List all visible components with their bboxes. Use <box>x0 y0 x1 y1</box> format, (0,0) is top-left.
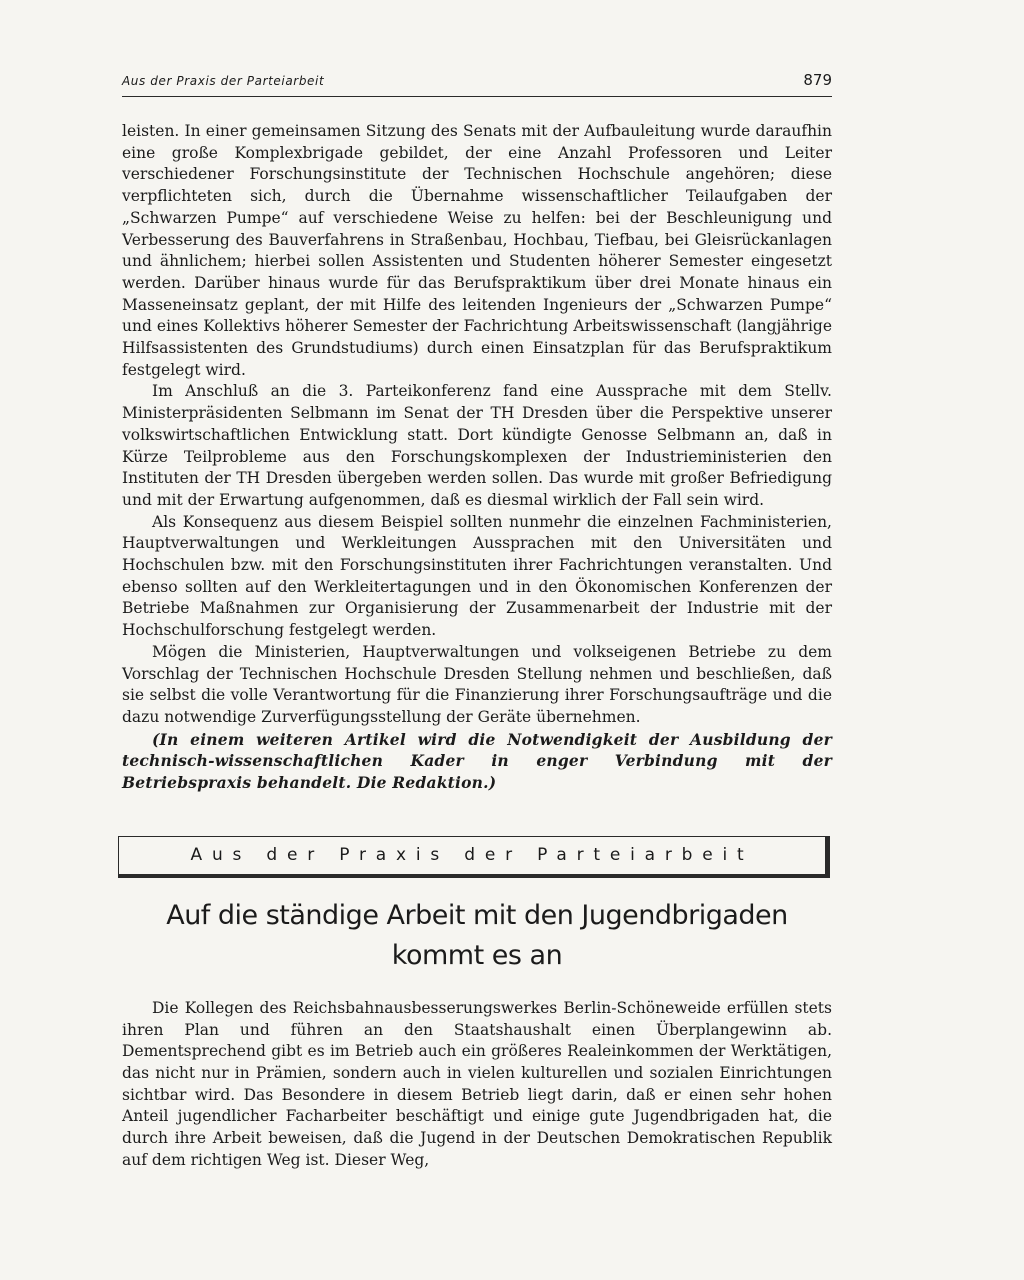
body-paragraph: Als Konsequenz aus diesem Beispiel sollten nunmehr die einzelnen Fachministerien, Hauptverwaltungen und Werkleitungen Aussprachen mit den Universitäten und Hochschulen bzw. mit den Forschungsinstituten ihrer Fachrichtungen veranstalten. Und ebenso sollten auf den Werkleitertagungen und in den Ökonomischen Konferenzen der Betriebe Maßnahmen zur Organisierung der Zusammenarbeit der Industrie mit der Hochschulforschung festgelegt werden. <box>122 512 832 640</box>
headline-line-2: kommt es an <box>391 939 563 971</box>
running-header <box>122 66 832 97</box>
article-headline <box>122 896 832 976</box>
section-banner-label: Aus der Praxis der Parteiarbeit <box>190 845 754 866</box>
article-body <box>122 998 832 1172</box>
continued-article-body <box>122 121 832 794</box>
body-paragraph: leisten. In einer gemeinsamen Sitzung des Senats mit der Aufbauleitung wurde daraufhin eine große Komplexbrigade gebildet, der eine Anzahl Professoren und Leiter verschiedener Forschungsinstitute der Technischen Hochschule angehören; diese verpflichteten sich, durch die Übernahme wissenschaftlicher Teilaufgaben der „Schwarzen Pumpe“ auf verschiedene Weise zu helfen: bei der Beschleunigung und Verbesserung des Bauverfahrens in Straßenbau, Hochbau, Tiefbau, bei Gleisrückanlagen und ähnlichem; hierbei sollen Assistenten und Studenten höherer Semester eingesetzt werden. Darüber hinaus wurde für das Berufspraktikum über drei Monate hinaus ein Masseneinsatz geplant, der mit Hilfe des leitenden Ingenieurs der „Schwarzen Pumpe“ und eines Kollektivs höherer Semester der Fachrichtung Arbeitswissenschaft (langjährige Hilfsassistenten des Grundstudiums) durch einen Einsatzplan für das Berufspraktikum festgelegt wird. <box>122 122 832 379</box>
body-paragraph: Mögen die Ministerien, Hauptverwaltungen und volkseigenen Betriebe zu dem Vorschlag der Technischen Hochschule Dresden Stellung nehmen und beschließen, daß sie selbst die volle Verantwortung für die Finanzierung ihrer Forschungsaufträge und die dazu notwendige Zurverfügungsstellung der Geräte übernehmen. <box>122 642 832 726</box>
headline-line-1: Auf die ständige Arbeit mit den Jugendbrigaden <box>166 899 788 931</box>
section-banner <box>118 836 830 878</box>
page-number: 879 <box>803 71 832 89</box>
article-paragraph: Die Kollegen des Reichsbahnausbesserungswerkes Berlin-Schöneweide erfüllen stets ihren Plan und führen an den Staatshaushalt einen Überplangewinn ab. Dementsprechend gibt es im Betrieb auch ein größeres Realeinkommen der Werktätigen, das nicht nur in Prämien, sondern auch in vielen kulturellen und sozialen Einrichtungen sichtbar wird. Das Besondere in diesem Betrieb liegt darin, daß er einen sehr hohen Anteil jugendlicher Facharbeiter beschäftigt und einige gute Jugendbrigaden hat, die durch ihre Arbeit beweisen, daß die Jugend in der Deutschen Demokratischen Republik auf dem richtigen Weg ist. Dieser Weg, <box>122 998 832 1169</box>
body-paragraph: Im Anschluß an die 3. Parteikonferenz fand eine Aussprache mit dem Stellv. Ministerpräsidenten Selbmann im Senat der TH Dresden über die Perspektive unserer volkswirtschaftlichen Entwicklung statt. Dort kündigte Genosse Selbmann an, daß in Kürze Teilprobleme aus den Forschungskomplexen der Industrieministerien den Instituten der TH Dresden übergeben werden sollen. Das wurde mit großer Befriedigung und mit der Erwartung aufgenommen, daß es diesmal wirklich der Fall sein wird. <box>122 382 832 509</box>
running-title: Aus der Praxis der Parteiarbeit <box>122 74 325 88</box>
document-page <box>122 66 832 1171</box>
editorial-note: (In einem weiteren Artikel wird die Notwendigkeit der Ausbildung der technisch-wissenschaftlichen Kader in enger Verbindung mit der Betriebspraxis behandelt. Die Redaktion.) <box>122 729 832 793</box>
